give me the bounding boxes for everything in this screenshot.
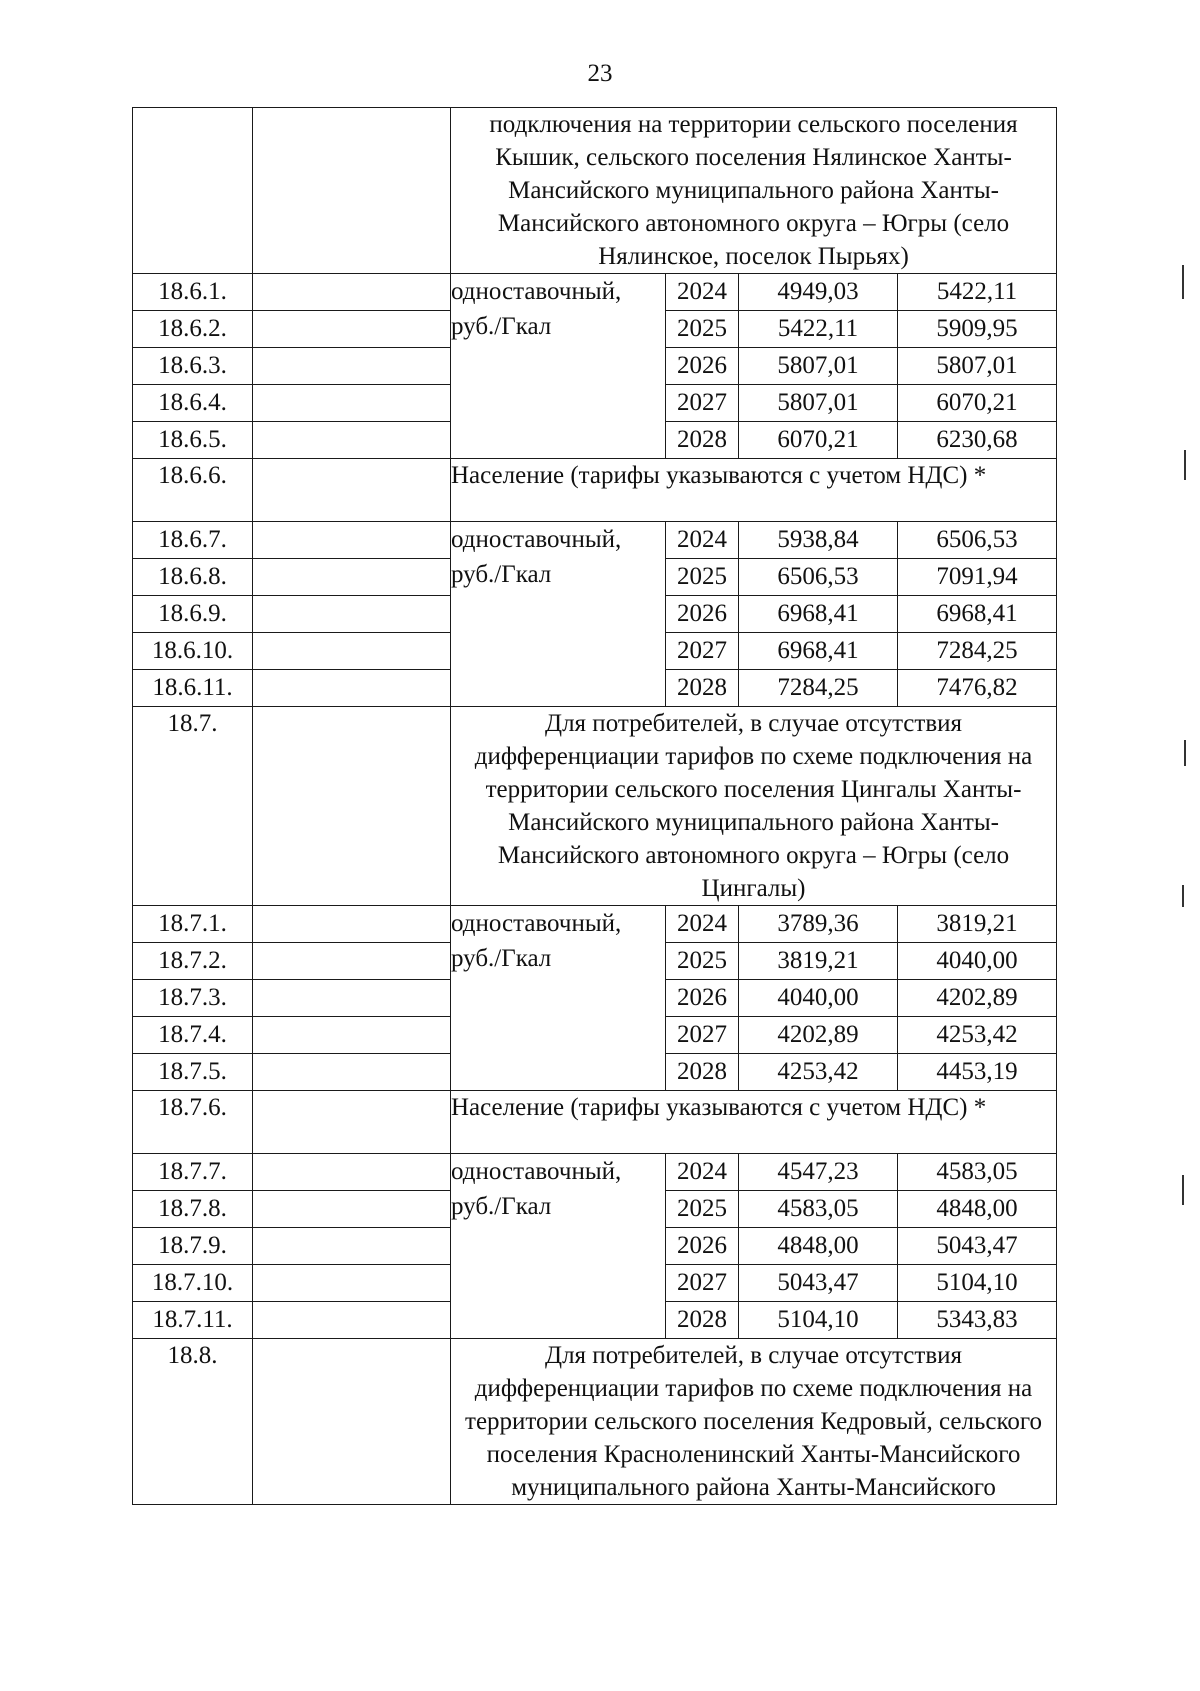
row-code: 18.7.5.: [133, 1054, 253, 1091]
empty-cell: [253, 980, 451, 1017]
rate-type: одноставочный, руб./Гкал: [451, 1154, 666, 1339]
tariff-value-second-half: 5343,83: [898, 1302, 1057, 1339]
tariff-year: 2028: [666, 670, 739, 707]
tariff-year: 2027: [666, 385, 739, 422]
row-code: 18.6.5.: [133, 422, 253, 459]
empty-cell: [253, 274, 451, 311]
rate-type: одноставочный, руб./Гкал: [451, 274, 666, 459]
tariff-value-first-half: 5104,10: [739, 1302, 898, 1339]
tariff-value-second-half: 5104,10: [898, 1265, 1057, 1302]
tariff-row: [133, 274, 1057, 311]
row-code: 18.7.6.: [133, 1091, 253, 1154]
section-header-row: [133, 108, 1057, 274]
empty-cell: [253, 422, 451, 459]
tariff-year: 2026: [666, 1228, 739, 1265]
tariff-value-first-half: 5043,47: [739, 1265, 898, 1302]
tariff-value-first-half: 4583,05: [739, 1191, 898, 1228]
page-number: 23: [587, 60, 613, 87]
row-code: 18.7.: [133, 707, 253, 906]
empty-cell: [253, 1054, 451, 1091]
empty-cell: [253, 1228, 451, 1265]
tariff-value-second-half: 4848,00: [898, 1191, 1057, 1228]
tariff-value-first-half: 7284,25: [739, 670, 898, 707]
tariff-value-second-half: 6230,68: [898, 422, 1057, 459]
tariff-value-second-half: 5909,95: [898, 311, 1057, 348]
tariff-year: 2025: [666, 1191, 739, 1228]
empty-cell: [253, 559, 451, 596]
empty-cell: [253, 1154, 451, 1191]
row-code: 18.6.11.: [133, 670, 253, 707]
row-code: 18.7.3.: [133, 980, 253, 1017]
section-header-row: [133, 1339, 1057, 1505]
empty-cell: [253, 1191, 451, 1228]
empty-cell: [253, 707, 451, 906]
tariff-row: [133, 522, 1057, 559]
empty-cell: [253, 670, 451, 707]
tariff-value-first-half: 4848,00: [739, 1228, 898, 1265]
tariff-value-second-half: 7284,25: [898, 633, 1057, 670]
tariff-year: 2025: [666, 559, 739, 596]
tariff-year: 2024: [666, 906, 739, 943]
tariff-value-second-half: 6506,53: [898, 522, 1057, 559]
tariff-value-second-half: 6968,41: [898, 596, 1057, 633]
tariff-value-second-half: 5807,01: [898, 348, 1057, 385]
tariff-value-first-half: 4202,89: [739, 1017, 898, 1054]
empty-cell: [253, 633, 451, 670]
row-code: 18.6.1.: [133, 274, 253, 311]
section-description: Для потребителей, в случае отсутствия дифференциации тарифов по схеме подключения на территории сельского поселения Кедровый, сельского поселения Красноленинский Ханты-Мансийского муниципального района Ханты-Мансийского: [451, 1339, 1057, 1505]
empty-cell: [253, 1017, 451, 1054]
tariff-year: 2024: [666, 1154, 739, 1191]
tariff-value-second-half: 3819,21: [898, 906, 1057, 943]
tariff-year: 2028: [666, 1302, 739, 1339]
tariff-year: 2027: [666, 1017, 739, 1054]
row-code: 18.7.8.: [133, 1191, 253, 1228]
section-header-row: [133, 707, 1057, 906]
tariff-value-first-half: 6968,41: [739, 596, 898, 633]
tariff-value-first-half: 6070,21: [739, 422, 898, 459]
tariff-value-second-half: 6070,21: [898, 385, 1057, 422]
row-code: 18.6.3.: [133, 348, 253, 385]
tariff-value-first-half: 5807,01: [739, 385, 898, 422]
population-row: [133, 1091, 1057, 1154]
tariff-value-first-half: 4547,23: [739, 1154, 898, 1191]
tariff-value-second-half: 4202,89: [898, 980, 1057, 1017]
tariff-year: 2028: [666, 422, 739, 459]
population-label: Население (тарифы указываются с учетом НДС) *: [451, 459, 1057, 522]
row-code: 18.6.10.: [133, 633, 253, 670]
tariff-row: [133, 906, 1057, 943]
empty-cell: [253, 311, 451, 348]
empty-cell: [253, 108, 451, 274]
empty-cell: [253, 1339, 451, 1505]
section-description: Для потребителей, в случае отсутствия дифференциации тарифов по схеме подключения на территории сельского поселения Цингалы Ханты-Мансийского муниципального района Ханты-Мансийского автономного округа – Югры (село Цингалы): [451, 707, 1057, 906]
scan-edge-mark: [1184, 740, 1186, 766]
tariff-value-second-half: 4253,42: [898, 1017, 1057, 1054]
tariff-value-second-half: 4453,19: [898, 1054, 1057, 1091]
empty-cell: [253, 1265, 451, 1302]
row-code: 18.7.2.: [133, 943, 253, 980]
empty-cell: [253, 385, 451, 422]
tariff-value-second-half: 5043,47: [898, 1228, 1057, 1265]
tariff-value-second-half: 4040,00: [898, 943, 1057, 980]
tariff-value-first-half: 5807,01: [739, 348, 898, 385]
tariff-value-second-half: 4583,05: [898, 1154, 1057, 1191]
tariff-value-first-half: 3789,36: [739, 906, 898, 943]
tariff-year: 2025: [666, 943, 739, 980]
empty-cell: [253, 943, 451, 980]
row-code: 18.7.1.: [133, 906, 253, 943]
row-code: 18.6.9.: [133, 596, 253, 633]
tariff-year: 2026: [666, 348, 739, 385]
population-row: [133, 459, 1057, 522]
tariff-year: 2027: [666, 1265, 739, 1302]
row-code: 18.7.11.: [133, 1302, 253, 1339]
row-code: 18.7.7.: [133, 1154, 253, 1191]
rate-type: одноставочный, руб./Гкал: [451, 522, 666, 707]
row-code: 18.7.9.: [133, 1228, 253, 1265]
tariff-row: [133, 1154, 1057, 1191]
tariff-value-first-half: 6968,41: [739, 633, 898, 670]
tariff-value-first-half: 6506,53: [739, 559, 898, 596]
tariff-value-second-half: 7476,82: [898, 670, 1057, 707]
tariff-year: 2025: [666, 311, 739, 348]
tariff-year: 2028: [666, 1054, 739, 1091]
tariff-year: 2026: [666, 596, 739, 633]
scan-edge-mark: [1184, 450, 1186, 480]
empty-cell: [253, 596, 451, 633]
tariff-year: 2024: [666, 274, 739, 311]
tariff-value-first-half: 4253,42: [739, 1054, 898, 1091]
empty-cell: [253, 1302, 451, 1339]
tariff-year: 2024: [666, 522, 739, 559]
row-code: 18.8.: [133, 1339, 253, 1505]
tariff-value-second-half: 7091,94: [898, 559, 1057, 596]
row-code: 18.7.4.: [133, 1017, 253, 1054]
row-code: 18.6.6.: [133, 459, 253, 522]
population-label: Население (тарифы указываются с учетом НДС) *: [451, 1091, 1057, 1154]
empty-cell: [253, 1091, 451, 1154]
tariff-table: [132, 107, 1057, 1505]
row-code: [133, 108, 253, 274]
tariff-year: 2026: [666, 980, 739, 1017]
section-description: подключения на территории сельского поселения Кышик, сельского поселения Нялинское Ханты-Мансийского муниципального района Ханты-Мансийского автономного округа – Югры (село Нялинское, поселок Пырьях): [451, 108, 1057, 274]
tariff-value-first-half: 3819,21: [739, 943, 898, 980]
empty-cell: [253, 906, 451, 943]
scan-edge-mark: [1182, 885, 1184, 907]
tariff-year: 2027: [666, 633, 739, 670]
tariff-value-first-half: 4949,03: [739, 274, 898, 311]
tariff-value-first-half: 5938,84: [739, 522, 898, 559]
tariff-value-first-half: 4040,00: [739, 980, 898, 1017]
row-code: 18.6.4.: [133, 385, 253, 422]
tariff-table-body: [133, 108, 1057, 1505]
row-code: 18.6.8.: [133, 559, 253, 596]
rate-type: одноставочный, руб./Гкал: [451, 906, 666, 1091]
scan-edge-mark: [1182, 1175, 1184, 1205]
empty-cell: [253, 459, 451, 522]
scan-edge-mark: [1182, 265, 1184, 299]
tariff-value-second-half: 5422,11: [898, 274, 1057, 311]
tariff-value-first-half: 5422,11: [739, 311, 898, 348]
row-code: 18.6.2.: [133, 311, 253, 348]
row-code: 18.7.10.: [133, 1265, 253, 1302]
row-code: 18.6.7.: [133, 522, 253, 559]
empty-cell: [253, 348, 451, 385]
empty-cell: [253, 522, 451, 559]
